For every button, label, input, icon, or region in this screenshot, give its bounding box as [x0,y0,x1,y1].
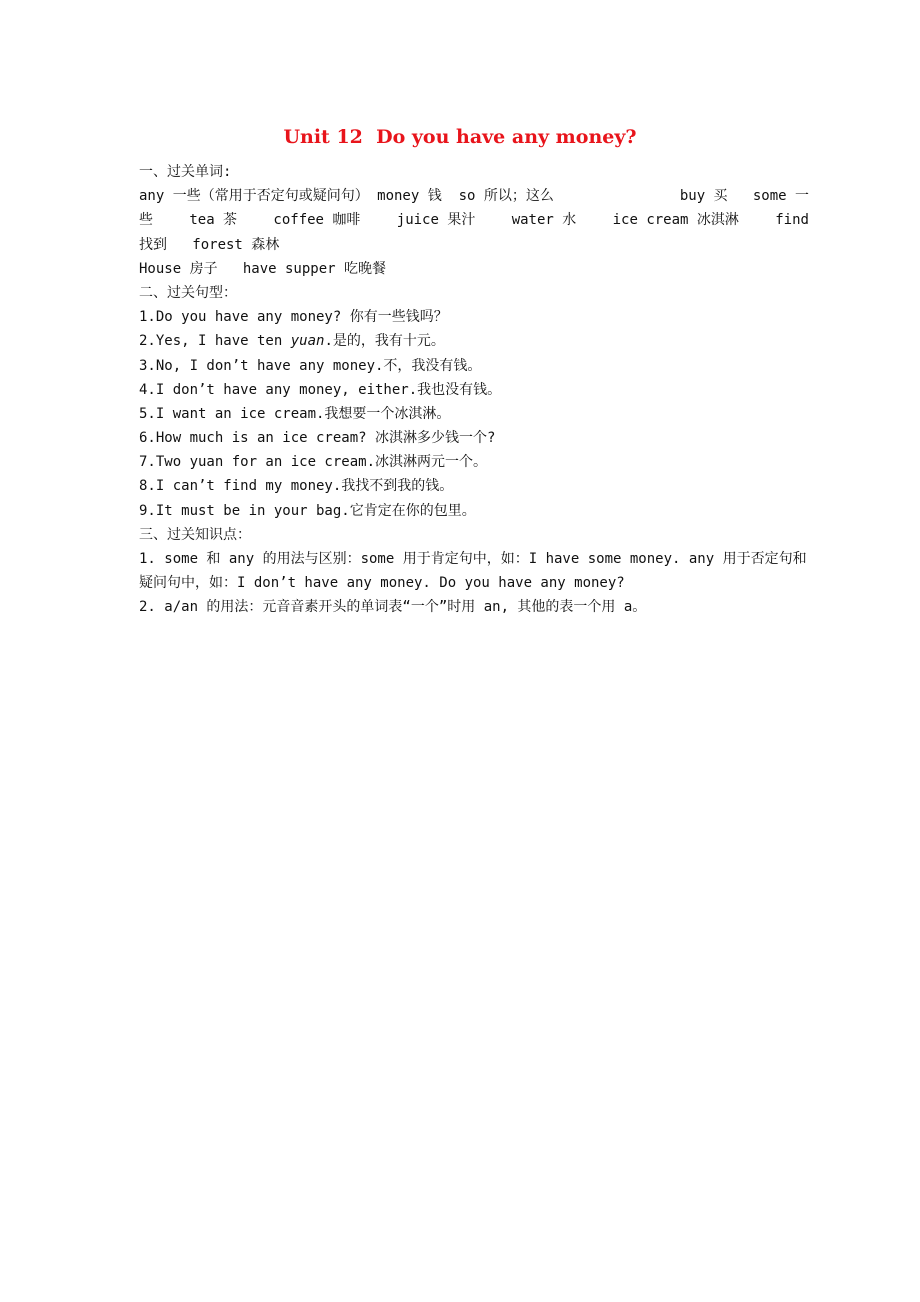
knowledge-point-2: 2. a/an 的用法：元音音素开头的单词表“一个”时用 an, 其他的表一个用 a。 [139,599,647,616]
vocab-row-1 [139,184,809,208]
sentence-7: 7.Two yuan for an ice cream.冰淇淋两元一个。 [139,454,488,471]
sentence-2-end: .是的，我有十元。 [324,333,445,350]
sentence-3: 3.No, I don’t have any money.不，我没有钱。 [139,357,482,374]
sentence-1: 1.Do you have any money? 你有一些钱吗？ [139,309,448,326]
sentence-2 [139,329,809,353]
vocab-text: buy 买 some 一 [679,188,809,205]
vocab-row-4: House 房子 have supper 吃晚餐 [139,260,387,277]
sentence-2-italic-word: yuan [290,333,325,350]
vocab-row-3: 找到 forest 森林 [139,236,280,253]
vocab-text: any 一些（常用于否定句或疑问句） money 钱 so 所以；这么 [139,188,554,205]
section-heading-vocabulary: 一、过关单词: [139,164,232,180]
sentence-2-start: 2.Yes, I have ten [139,333,291,350]
section-heading-sentences: 二、过关句型： [139,284,237,301]
sentence-4: 4.I don’t have any money, either.我也没有钱。 [139,381,502,398]
vocab-text: juice 果汁 [396,212,476,229]
vocab-text: water 水 [511,212,577,229]
vocab-text: ice cream 冰淇淋 [612,212,739,229]
vocab-text: find [775,212,809,229]
document-body [139,160,809,620]
page-title: Unit 12 Do you have any money? [283,126,637,148]
vocab-text: tea 茶 [189,212,238,229]
sentence-8: 8.I can’t find my money.我找不到我的钱。 [139,478,454,495]
section-heading-knowledge: 三、过关知识点： [139,526,251,543]
vocab-text: 些 [139,212,153,229]
sentence-5: 5.I want an ice cream.我想要一个冰淇淋。 [139,405,451,422]
sentence-6: 6.How much is an ice cream? 冰淇淋多少钱一个? [139,430,496,447]
vocab-row-2 [139,208,809,232]
sentence-9: 9.It must be in your bag.它肯定在你的包里。 [139,502,476,519]
knowledge-point-1: 1. some 和 any 的用法与区别：some 用于肯定句中，如：I have some money. any 用于否定句和疑问句中，如：I don’t have any money. Do you have any money? [139,551,807,592]
vocab-text: coffee 咖啡 [273,212,361,229]
